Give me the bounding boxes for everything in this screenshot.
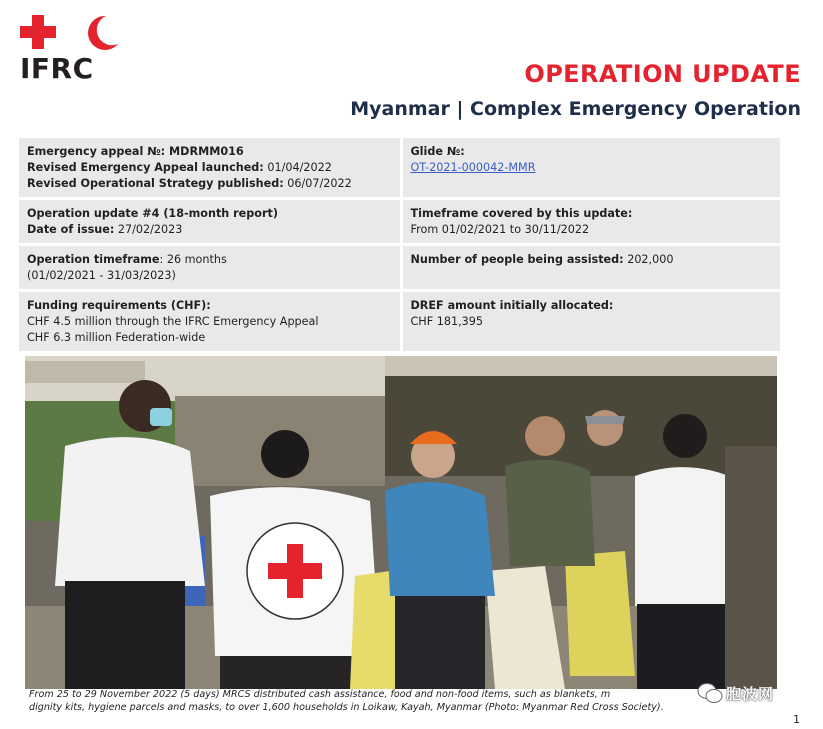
info-cell-timeframe-covered (400, 200, 781, 243)
op-update-line (27, 206, 392, 222)
people-value: 202,000 (623, 253, 674, 266)
page-subtitle: Myanmar | Complex Emergency Operation (350, 98, 801, 120)
info-row (19, 197, 780, 243)
info-cell-op-update (19, 200, 400, 243)
op-timeframe-range-line (27, 268, 392, 284)
info-cell-dref (400, 292, 781, 351)
dref-label: DREF amount initially allocated: (410, 299, 614, 312)
appeal-number: Emergency appeal №: MDRMM016 (27, 145, 244, 158)
date-issue-value: 27/02/2023 (114, 223, 183, 236)
roof-edge (385, 356, 777, 376)
info-cell-funding (19, 292, 400, 351)
funding-line-1 (27, 314, 392, 330)
funding-label: Funding requirements (CHF): (27, 299, 211, 312)
people-label: Number of people being assisted: (410, 253, 624, 266)
volunteer-vest (55, 437, 205, 586)
people-line (411, 252, 773, 268)
red-crescent-icon (82, 14, 120, 50)
glide-label-line (411, 144, 773, 160)
volunteer-trousers (637, 604, 727, 689)
red-cross-bar (20, 26, 56, 38)
funding-value-1: CHF 4.5 million through the IFRC Emergency Appeal (27, 315, 319, 328)
glide-label: Glide №: (410, 145, 465, 158)
caption-line-1: From 25 to 29 November 2022 (5 days) MRCS distributed cash assistance, food and non-food items, such as blankets, m (29, 689, 611, 700)
funding-label-line (27, 298, 392, 314)
volunteer-trousers (65, 581, 185, 689)
dref-label-line (411, 298, 773, 314)
op-timeframe-value: : 26 months (159, 253, 227, 266)
photo-illustration (25, 356, 777, 689)
vent-window (25, 361, 145, 383)
dref-value: CHF 181,395 (410, 315, 483, 328)
logo-text: IFRC (20, 52, 94, 85)
blue-shirt (385, 482, 495, 596)
funding-value-2: CHF 6.3 million Federation-wide (27, 331, 206, 344)
op-update-label: Operation update #4 (18-month report) (27, 207, 278, 220)
page-number: 1 (793, 713, 800, 726)
info-row (19, 243, 780, 289)
watermark (697, 680, 797, 706)
recipient-head (587, 410, 623, 446)
ifrc-logo (20, 12, 125, 85)
caption-line-2: dignity kits, hygiene parcels and masks, to over 1,600 households in Loikaw, Kayah, Myanmar (Photo: Myanmar Red Cross Society). (29, 702, 664, 713)
timeframe-covered-label: Timeframe covered by this update: (410, 207, 633, 220)
info-cell-people (400, 246, 781, 289)
recipient-jacket (505, 460, 595, 566)
appeal-number-line (27, 144, 392, 160)
date-issue-line (27, 222, 392, 238)
operation-info-table (19, 138, 780, 351)
info-cell-op-timeframe (19, 246, 400, 289)
timeframe-covered-value: From 01/02/2021 to 30/11/2022 (410, 223, 590, 236)
distribution-photo (25, 356, 777, 689)
revised-strategy-line (27, 176, 392, 192)
revised-strategy-value: 06/07/2022 (283, 177, 352, 190)
funding-line-2 (27, 330, 392, 346)
op-timeframe-range: (01/02/2021 - 31/03/2023) (27, 269, 176, 282)
glide-value-line (411, 160, 773, 176)
recipient-trousers (395, 596, 485, 689)
revised-appeal-value: 01/04/2022 (263, 161, 332, 174)
timeframe-covered-label-line (411, 206, 773, 222)
watermark-text: 胞波网 (726, 685, 775, 703)
info-row (19, 289, 780, 351)
date-issue-label: Date of issue: (27, 223, 115, 236)
revised-strategy-label: Revised Operational Strategy published: (27, 177, 284, 190)
yellow-sack (565, 551, 635, 676)
face-mask (150, 408, 172, 426)
wechat-icon (697, 682, 723, 704)
revised-appeal-line (27, 160, 392, 176)
volunteer-head (663, 414, 707, 458)
revised-appeal-label: Revised Emergency Appeal launched: (27, 161, 264, 174)
info-cell-glide (400, 138, 781, 197)
dref-value-line (411, 314, 773, 330)
info-cell-appeal (19, 138, 400, 197)
volunteer-head (261, 430, 309, 478)
timeframe-covered-value-line (411, 222, 773, 238)
photo-caption (29, 688, 789, 714)
background-wall (725, 446, 777, 689)
info-row (19, 138, 780, 197)
glide-link[interactable]: OT-2021-000042-MMR (410, 161, 536, 174)
op-timeframe-label: Operation timeframe (27, 253, 160, 266)
op-timeframe-line (27, 252, 392, 268)
emblem-cross-h (268, 563, 322, 579)
page-title: OPERATION UPDATE (524, 60, 801, 88)
grey-cap (585, 416, 625, 424)
recipient-head (525, 416, 565, 456)
